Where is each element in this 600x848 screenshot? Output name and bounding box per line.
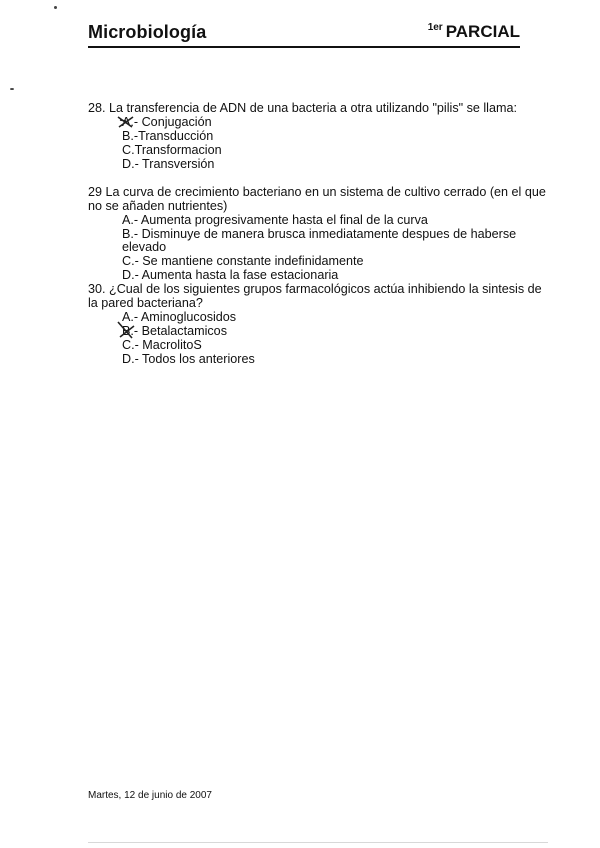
q29-option-d: D.- Aumenta hasta la fase estacionaria	[122, 268, 339, 282]
question-30-text: 30. ¿Cual de los siguientes grupos farmacológicos actúa inhibiendo la sintesis de la pared bacteriana?	[88, 282, 542, 310]
exam-ordinal: 1er	[427, 22, 443, 33]
q29-option-b: B.- Disminuye de manera brusca inmediatamente despues de haberse	[122, 227, 517, 241]
q28-option-c: C.Transformacion	[122, 143, 222, 157]
question-29-text: 29 La curva de crecimiento bacteriano en un sistema de cultivo cerrado (en el que no se añaden nutrientes)	[88, 185, 546, 213]
q30-option-c: C.- MacrolitoS	[122, 338, 202, 352]
q28-option-d: D.- Transversión	[122, 157, 215, 171]
q28-option-a: A.- Conjugación	[122, 115, 212, 129]
q29-option-b-continuation: elevado	[122, 240, 167, 254]
exam-label: PARCIAL	[445, 22, 520, 41]
subject-title: Microbiología	[88, 22, 207, 42]
scan-speck	[54, 6, 57, 9]
footer-date: Martes, 12 de junio de 2007	[88, 790, 212, 801]
q29-option-a: A.- Aumenta progresivamente hasta el final de la curva	[122, 213, 428, 227]
q30-option-b: B.- Betalactamicos	[122, 324, 227, 338]
q30-option-a: A.- Aminoglucosidos	[122, 310, 237, 324]
page-header	[88, 22, 520, 48]
q28-option-b: B.-Transducción	[122, 129, 214, 143]
scan-speck	[10, 88, 14, 90]
exam-title	[428, 22, 520, 42]
q29-option-c: C.- Se mantiene constante indefinidamente	[122, 254, 364, 268]
question-28-text: 28. La transferencia de ADN de una bacteria a otra utilizando "pilis" se llama:	[88, 101, 517, 115]
q30-option-d: D.- Todos los anteriores	[122, 352, 255, 366]
bottom-rule	[88, 842, 548, 843]
